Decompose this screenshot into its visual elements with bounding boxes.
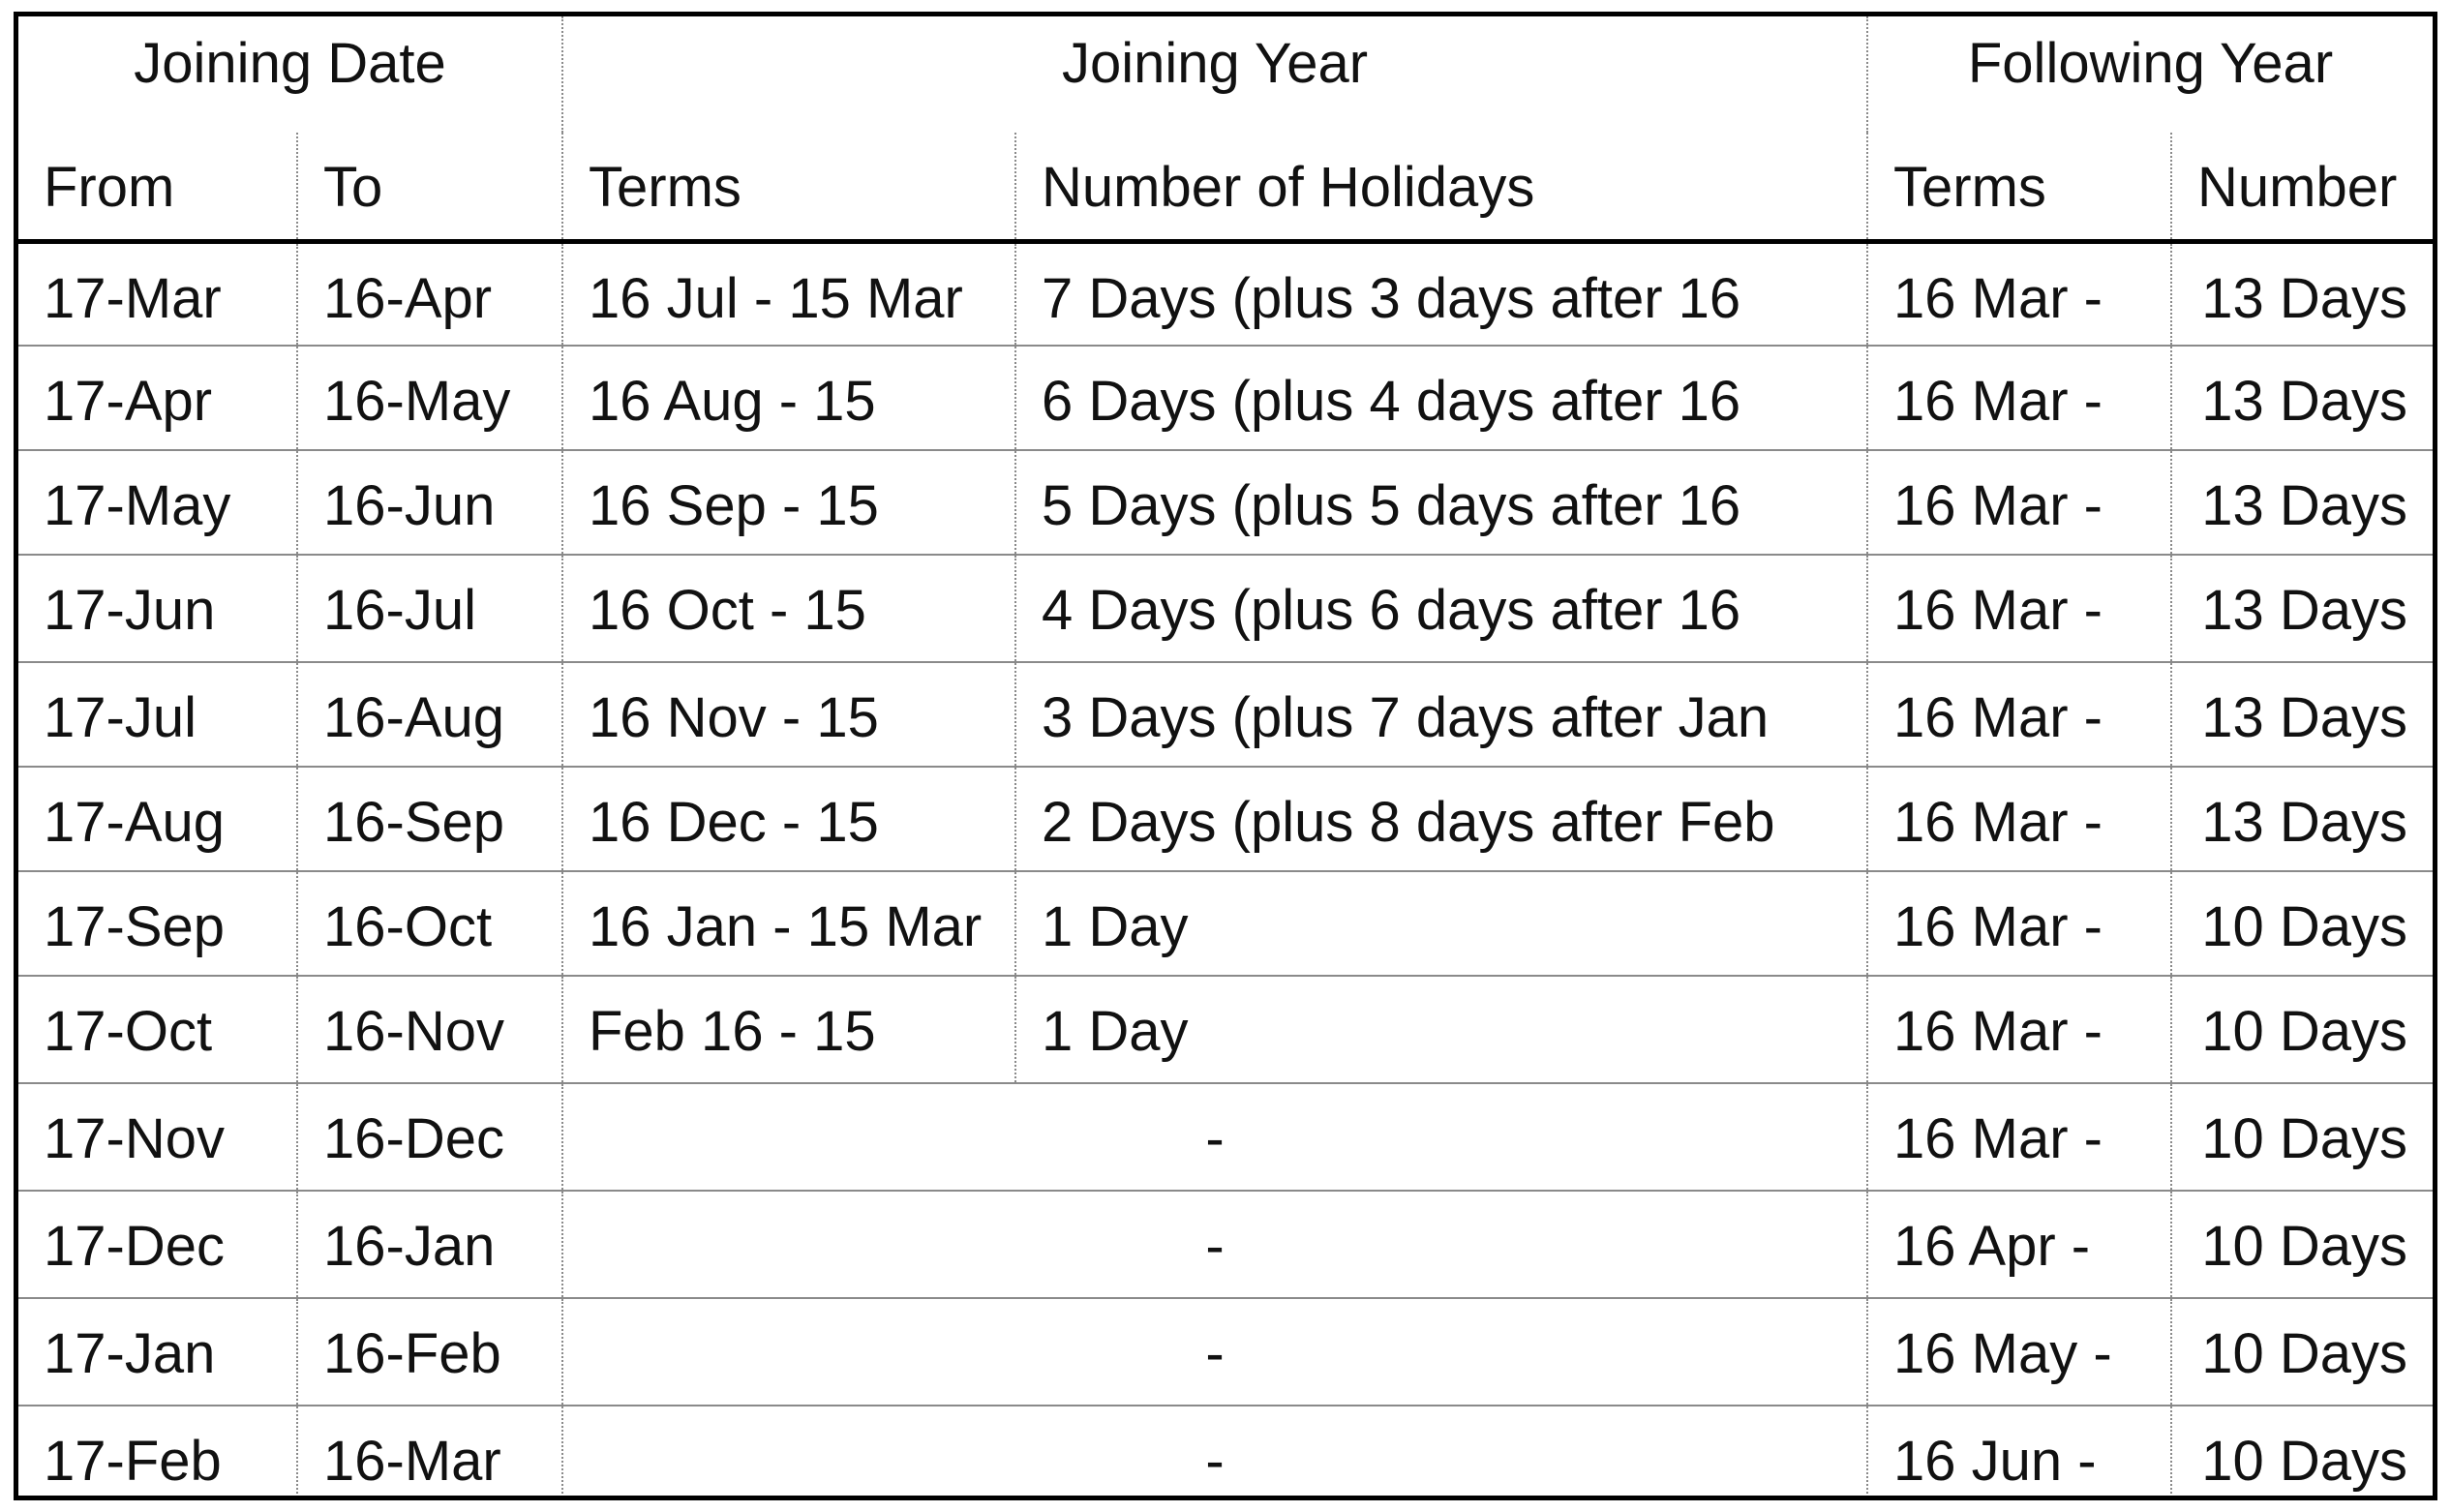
cell-text: 6 Days (plus 4 days after 16 — [1042, 374, 1741, 432]
holiday-table — [18, 16, 2433, 1500]
cell-jy-terms: 16 Aug - 15 — [562, 346, 1015, 450]
cell-to: 16-Oct — [297, 871, 562, 976]
cell-fy-number: 13 Days — [2171, 346, 2433, 450]
table-row — [18, 662, 2433, 767]
cell-fy-terms: 16 Mar - — [1867, 450, 2171, 555]
cell-to: 16-Nov — [297, 976, 562, 1083]
cell-to: 16-May — [297, 346, 562, 450]
cell-text: 5 Days (plus 5 days after 16 — [1042, 478, 1741, 536]
cell-fy-terms: 16 Mar - — [1867, 241, 2171, 346]
cell-jy-holidays: 1 Day — [1015, 871, 1867, 976]
table-row — [18, 1406, 2433, 1500]
table-row — [18, 871, 2433, 976]
group-joining-date: Joining Date — [134, 32, 446, 95]
cell-to: 16-Aug — [297, 662, 562, 767]
col-joining-year-holidays: Number of Holidays — [1015, 133, 1867, 241]
table-row — [18, 1191, 2433, 1298]
table-row — [18, 346, 2433, 450]
cell-joining-year-empty: - — [562, 1298, 1867, 1406]
group-joining-year: Joining Year — [562, 16, 1867, 133]
cell-from: 17-Jul — [18, 662, 297, 767]
cell-to: 16-Apr — [297, 241, 562, 346]
cell-to: 16-Jun — [297, 450, 562, 555]
cell-fy-terms: 16 Jun - — [1867, 1406, 2171, 1500]
table-row — [18, 241, 2433, 346]
cell-jy-terms: 16 Jan - 15 Mar — [562, 871, 1015, 976]
cell-from: 17-Aug — [18, 767, 297, 871]
holiday-table-frame — [14, 12, 2437, 1500]
cell-from: 17-Apr — [18, 346, 297, 450]
group-header-row — [18, 16, 2433, 133]
cell-jy-terms: Feb 16 - 15 — [562, 976, 1015, 1083]
cell-fy-terms: 16 Mar - — [1867, 555, 2171, 662]
cell-fy-number: 13 Days — [2171, 767, 2433, 871]
cell-jy-terms: 16 Dec - 15 — [562, 767, 1015, 871]
cell-fy-terms: 16 Mar - — [1867, 346, 2171, 450]
cell-from: 17-May — [18, 450, 297, 555]
cell-text: 3 Days (plus 7 days after Jan — [1042, 690, 1770, 748]
cell-fy-number: 10 Days — [2171, 1406, 2433, 1500]
cell-joining-year-empty: - — [562, 1083, 1867, 1191]
cell-fy-terms: 16 Mar - — [1867, 662, 2171, 767]
col-to: To — [297, 133, 562, 241]
cell-from: 17-Oct — [18, 976, 297, 1083]
cell-fy-terms: 16 Mar - — [1867, 767, 2171, 871]
cell-joining-year-empty: - — [562, 1406, 1867, 1500]
cell-from: 17-Dec — [18, 1191, 297, 1298]
col-following-year-number: Number — [2171, 133, 2433, 241]
cell-jy-holidays — [1015, 662, 1867, 767]
cell-fy-number: 13 Days — [2171, 241, 2433, 346]
cell-from: 17-Jun — [18, 555, 297, 662]
col-following-year-terms: Terms — [1867, 133, 2171, 241]
column-header-row — [18, 133, 2433, 241]
group-following-year: Following Year — [1867, 16, 2433, 133]
cell-fy-number: 10 Days — [2171, 1191, 2433, 1298]
cell-fy-number: 10 Days — [2171, 871, 2433, 976]
table-row — [18, 450, 2433, 555]
table-row — [18, 976, 2433, 1083]
cell-text: 4 Days (plus 6 days after 16 — [1042, 583, 1741, 641]
cell-jy-holidays — [1015, 450, 1867, 555]
cell-from: 17-Mar — [44, 266, 222, 330]
cell-fy-terms: 16 Mar - — [1867, 976, 2171, 1083]
cell-fy-terms: 16 Apr - — [1867, 1191, 2171, 1298]
cell-to: 16-Jul — [297, 555, 562, 662]
cell-to: 16-Mar — [297, 1406, 562, 1500]
cell-fy-terms: 16 Mar - — [1867, 1083, 2171, 1191]
cell-fy-number: 13 Days — [2171, 450, 2433, 555]
table-row — [18, 555, 2433, 662]
cell-from: 17-Feb — [18, 1406, 297, 1500]
cell-fy-number: 10 Days — [2171, 1083, 2433, 1191]
col-joining-year-terms: Terms — [562, 133, 1015, 241]
cell-to: 16-Feb — [297, 1298, 562, 1406]
col-from: From — [18, 133, 297, 241]
cell-text: 7 Days (plus 3 days after 16 — [1042, 270, 1741, 329]
cell-jy-terms: 16 Oct - 15 — [562, 555, 1015, 662]
cell-jy-holidays: 1 Day — [1015, 976, 1867, 1083]
cell-from: 17-Nov — [18, 1083, 297, 1191]
cell-jy-holidays — [1015, 346, 1867, 450]
cell-from: 17-Jan — [18, 1298, 297, 1406]
cell-joining-year-empty: - — [562, 1191, 1867, 1298]
cell-to: 16-Sep — [297, 767, 562, 871]
cell-fy-number: 13 Days — [2171, 555, 2433, 662]
cell-fy-number: 13 Days — [2171, 662, 2433, 767]
cell-jy-holidays — [1015, 555, 1867, 662]
cell-from: 17-Sep — [18, 871, 297, 976]
cell-to: 16-Dec — [297, 1083, 562, 1191]
cell-text: 2 Days (plus 8 days after Feb — [1042, 795, 1775, 853]
table-row — [18, 767, 2433, 871]
cell-to: 16-Jan — [297, 1191, 562, 1298]
cell-fy-number: 10 Days — [2171, 1298, 2433, 1406]
table-row — [18, 1298, 2433, 1406]
table-row — [18, 1083, 2433, 1191]
cell-jy-holidays — [1015, 241, 1867, 346]
cell-fy-terms: 16 Mar - — [1867, 871, 2171, 976]
cell-fy-terms: 16 May - — [1867, 1298, 2171, 1406]
cell-jy-terms: 16 Jul - 15 Mar — [562, 241, 1015, 346]
cell-jy-holidays — [1015, 767, 1867, 871]
cell-jy-terms: 16 Nov - 15 — [562, 662, 1015, 767]
cell-jy-terms: 16 Sep - 15 — [562, 450, 1015, 555]
cell-fy-number: 10 Days — [2171, 976, 2433, 1083]
